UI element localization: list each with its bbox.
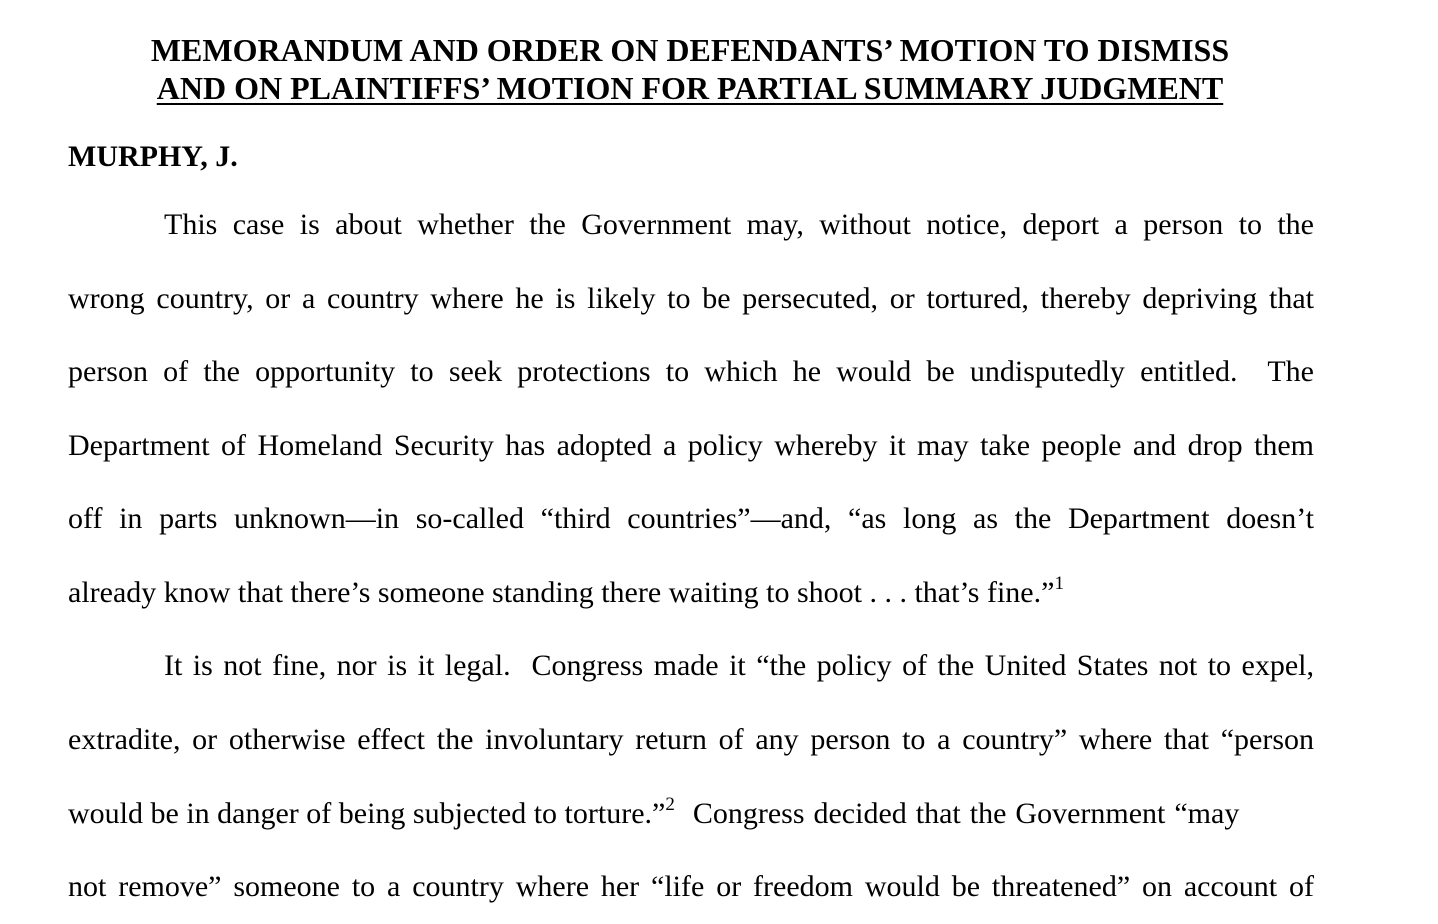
document-title-line-2 (0, 69, 1380, 107)
paragraph-2-line-3 (68, 794, 1314, 834)
footnote-ref-1[interactable]: 1 (1054, 573, 1064, 594)
document-title-line-2-text: AND ON PLAINTIFFS’ MOTION FOR PARTIAL SUMMARY JUDGMENT (156, 70, 1224, 106)
paragraph-2-line-4: not remove” someone to a country where her “life or freedom would be threatened” on account of (68, 870, 1314, 903)
document-title-line-1: MEMORANDUM AND ORDER ON DEFENDANTS’ MOTION TO DISMISS (150, 32, 1230, 68)
paragraph-1-line-1: This case is about whether the Government may, without notice, deport a person to the (164, 208, 1314, 241)
paragraph-1-line-3: person of the opportunity to seek protections to which he would be undisputedly entitled. The (68, 355, 1314, 388)
paragraph-2-line-3-before: would be in danger of being subjected to torture.” (68, 797, 666, 830)
paragraph-1-line-5: off in parts unknown—in so-called “third countries”—and, “as long as the Department doesn’t (68, 502, 1314, 535)
judge-author: MURPHY, J. (68, 140, 238, 173)
footnote-ref-2[interactable]: 2 (665, 794, 675, 815)
paragraph-2-line-2: extradite, or otherwise effect the involuntary return of any person to a country” where that “person (68, 723, 1314, 756)
paragraph-1-line-6-text: already know that there’s someone standing there waiting to shoot . . . that’s fine.” (68, 576, 1055, 609)
paragraph-2-line-3-after: Congress decided that the Government “may (674, 797, 1240, 830)
paragraph-1-line-2: wrong country, or a country where he is likely to be persecuted, or tortured, thereby depriving that (68, 282, 1314, 315)
paragraph-1-line-4: Department of Homeland Security has adopted a policy whereby it may take people and drop them (68, 429, 1314, 462)
paragraph-1-line-6 (68, 573, 1314, 613)
paragraph-2-line-1: It is not fine, nor is it legal. Congress made it “the policy of the United States not to expel, (164, 649, 1314, 682)
